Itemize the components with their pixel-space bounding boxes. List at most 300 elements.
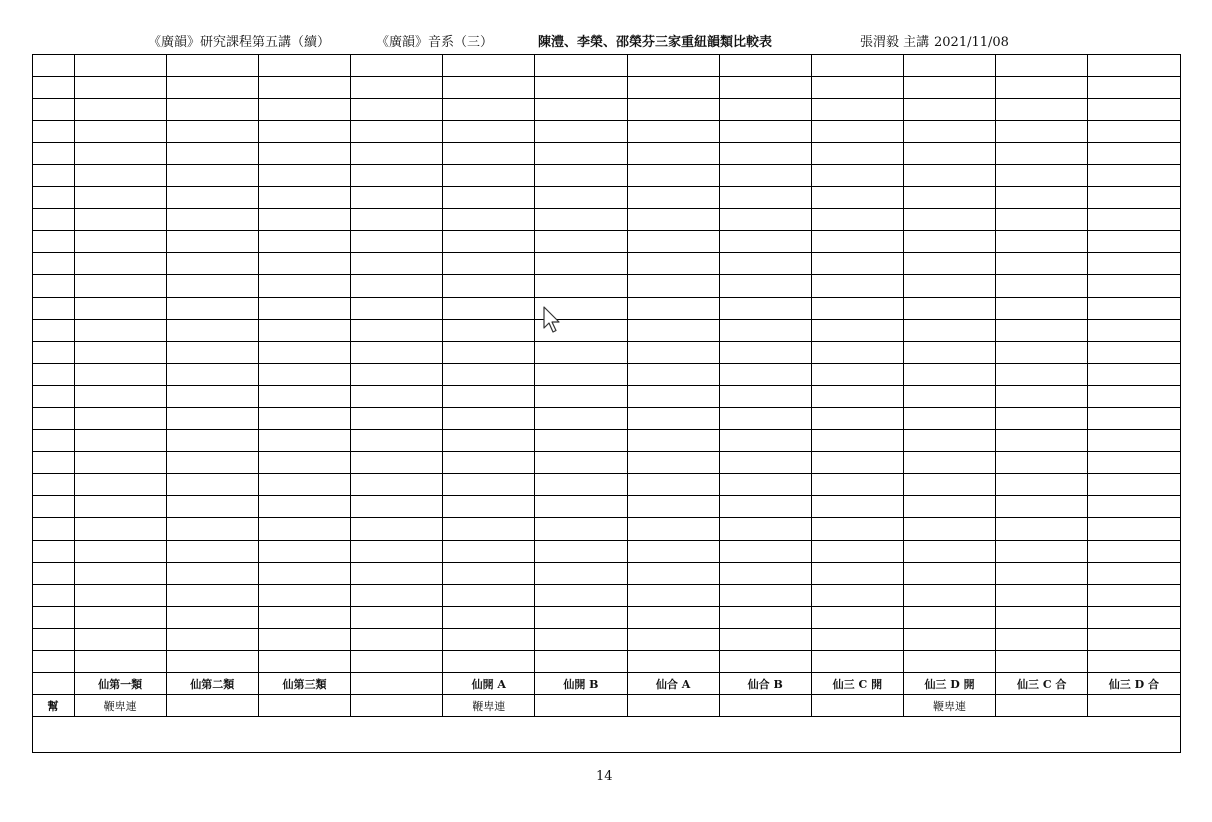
table-cell (811, 187, 903, 209)
table-cell (811, 430, 903, 452)
table-cell (903, 430, 995, 452)
table-cell (258, 120, 350, 142)
mouse-cursor-icon (543, 306, 561, 334)
table-cell (1088, 474, 1180, 496)
table-cell (74, 363, 166, 385)
rhyme-class-label: 仙合 B (719, 673, 811, 695)
table-cell (811, 496, 903, 518)
table-cell (443, 430, 535, 452)
table-cell (903, 54, 995, 76)
table-cell (627, 518, 719, 540)
rhyme-class-label-row (32, 673, 1180, 695)
table-cell (719, 54, 811, 76)
table-cell (1088, 430, 1180, 452)
table-row (32, 253, 1180, 275)
table-cell (351, 518, 443, 540)
table-cell (535, 430, 627, 452)
table-cell (1088, 385, 1180, 407)
table-cell (811, 540, 903, 562)
table-cell (32, 142, 74, 164)
table-cell (258, 187, 350, 209)
table-cell (1088, 651, 1180, 673)
table-cell (1088, 341, 1180, 363)
table-cell (74, 452, 166, 474)
table-cell (535, 385, 627, 407)
table-cell (74, 120, 166, 142)
table-cell (166, 584, 258, 606)
rhyme-class-label (32, 673, 74, 695)
table-cell (535, 562, 627, 584)
fanqie-cell: 鞭卑連 (74, 695, 166, 717)
table-cell (351, 275, 443, 297)
rhyme-class-label: 仙第三類 (258, 673, 350, 695)
table-cell (535, 651, 627, 673)
table-cell (627, 452, 719, 474)
rhyme-class-label: 仙三 C 合 (996, 673, 1088, 695)
table-cell (719, 187, 811, 209)
table-cell (535, 231, 627, 253)
table-cell (627, 606, 719, 628)
table-cell (1088, 98, 1180, 120)
table-cell (627, 540, 719, 562)
initial-label: 幫 (32, 695, 74, 717)
table-cell (32, 496, 74, 518)
table-cell (74, 385, 166, 407)
table-cell (351, 628, 443, 650)
table-cell (903, 209, 995, 231)
table-cell (719, 319, 811, 341)
table-cell (74, 275, 166, 297)
table-cell (535, 187, 627, 209)
table-cell (996, 518, 1088, 540)
table-row (32, 187, 1180, 209)
table-cell (811, 54, 903, 76)
table-cell (996, 430, 1088, 452)
table-cell (719, 518, 811, 540)
table-cell (74, 164, 166, 186)
table-cell (74, 628, 166, 650)
table-cell (535, 54, 627, 76)
table-cell (166, 628, 258, 650)
table-cell (1088, 606, 1180, 628)
table-cell (1088, 297, 1180, 319)
table-cell (166, 363, 258, 385)
table-cell (166, 385, 258, 407)
table-cell (811, 363, 903, 385)
table-cell (443, 496, 535, 518)
table-cell (443, 540, 535, 562)
table-cell (74, 518, 166, 540)
table-cell (74, 408, 166, 430)
table-cell (1088, 142, 1180, 164)
table-cell (996, 98, 1088, 120)
table-cell (627, 120, 719, 142)
table-cell (32, 430, 74, 452)
table-cell (443, 297, 535, 319)
table-cell (74, 98, 166, 120)
table-cell (996, 408, 1088, 430)
table-cell (1088, 496, 1180, 518)
table-cell (74, 142, 166, 164)
table-cell (719, 363, 811, 385)
table-cell (535, 518, 627, 540)
table-cell (535, 584, 627, 606)
table-cell (719, 275, 811, 297)
table-cell (811, 606, 903, 628)
table-cell (903, 142, 995, 164)
table-cell (719, 474, 811, 496)
table-cell (351, 408, 443, 430)
table-cell (811, 98, 903, 120)
rhyme-class-label: 仙三 D 開 (903, 673, 995, 695)
table-cell (258, 474, 350, 496)
table-cell (166, 341, 258, 363)
table-cell (903, 341, 995, 363)
table-cell (351, 319, 443, 341)
table-cell (719, 584, 811, 606)
table-cell (351, 452, 443, 474)
table-cell (166, 430, 258, 452)
table-cell (627, 341, 719, 363)
table-cell (351, 54, 443, 76)
table-cell (32, 651, 74, 673)
table-cell (166, 209, 258, 231)
table-cell (627, 584, 719, 606)
table-cell (719, 606, 811, 628)
table-cell (996, 474, 1088, 496)
fanqie-cell (535, 695, 627, 717)
table-cell (996, 584, 1088, 606)
table-row (32, 54, 1180, 76)
table-cell (32, 54, 74, 76)
table-cell (1088, 54, 1180, 76)
table-cell (258, 363, 350, 385)
table-row (32, 452, 1180, 474)
fanqie-cell (811, 695, 903, 717)
table-cell (32, 297, 74, 319)
table-cell (166, 496, 258, 518)
table-cell (627, 363, 719, 385)
table-cell (1088, 584, 1180, 606)
table-cell (996, 120, 1088, 142)
table-cell (1088, 319, 1180, 341)
table-cell (74, 231, 166, 253)
table-cell (719, 562, 811, 584)
table-cell (535, 363, 627, 385)
table-title: 陳澧、李榮、邵榮芬三家重紐韻類比較表 (538, 35, 773, 50)
table-cell (258, 651, 350, 673)
table-row (32, 606, 1180, 628)
table-cell (627, 209, 719, 231)
table-cell (811, 297, 903, 319)
table-cell (1088, 452, 1180, 474)
table-cell (258, 430, 350, 452)
table-cell (166, 253, 258, 275)
table-cell (627, 231, 719, 253)
table-cell (32, 76, 74, 98)
table-cell (627, 54, 719, 76)
table-cell (166, 651, 258, 673)
table-cell (1088, 187, 1180, 209)
table-cell (443, 408, 535, 430)
table-cell (443, 142, 535, 164)
table-cell (903, 496, 995, 518)
table-cell (627, 628, 719, 650)
table-cell (351, 209, 443, 231)
table-cell (258, 231, 350, 253)
table-cell (903, 606, 995, 628)
table-cell (74, 253, 166, 275)
table-cell (166, 518, 258, 540)
table-cell (996, 54, 1088, 76)
table-cell (32, 209, 74, 231)
table-cell (32, 319, 74, 341)
table-cell (719, 164, 811, 186)
table-cell (32, 231, 74, 253)
fanqie-cell (1088, 695, 1180, 717)
table-cell (811, 120, 903, 142)
table-cell (996, 562, 1088, 584)
table-cell (996, 209, 1088, 231)
table-cell (996, 164, 1088, 186)
table-cell (351, 341, 443, 363)
table-cell (443, 98, 535, 120)
table-cell (535, 120, 627, 142)
table-cell (903, 76, 995, 98)
table-cell (166, 98, 258, 120)
table-cell (443, 164, 535, 186)
table-row (32, 209, 1180, 231)
table-cell (258, 408, 350, 430)
fanqie-cell (351, 695, 443, 717)
table-cell (443, 385, 535, 407)
table-cell (811, 275, 903, 297)
table-cell (166, 120, 258, 142)
table-row (32, 319, 1180, 341)
table-row (32, 628, 1180, 650)
table-cell (443, 187, 535, 209)
table-cell (443, 275, 535, 297)
table-cell (351, 142, 443, 164)
table-cell (903, 562, 995, 584)
table-cell (32, 606, 74, 628)
table-cell (258, 518, 350, 540)
table-cell (903, 385, 995, 407)
table-cell (903, 319, 995, 341)
table-cell (32, 275, 74, 297)
table-cell (443, 231, 535, 253)
table-row (32, 164, 1180, 186)
table-cell (627, 76, 719, 98)
table-cell (74, 496, 166, 518)
table-cell (1088, 628, 1180, 650)
table-cell (996, 76, 1088, 98)
table-cell (258, 275, 350, 297)
table-cell (351, 540, 443, 562)
table-cell (535, 275, 627, 297)
table-row (32, 120, 1180, 142)
table-cell (535, 164, 627, 186)
table-cell (258, 297, 350, 319)
table-row (32, 142, 1180, 164)
table-cell (351, 651, 443, 673)
table-cell (535, 474, 627, 496)
table-cell (32, 628, 74, 650)
table-cell (903, 253, 995, 275)
table-cell (1088, 363, 1180, 385)
table-row (32, 341, 1180, 363)
rhyme-class-label: 仙第二類 (166, 673, 258, 695)
table-cell (351, 187, 443, 209)
table-cell (166, 452, 258, 474)
table-cell (258, 253, 350, 275)
table-cell (627, 385, 719, 407)
table-cell (811, 584, 903, 606)
table-cell (811, 341, 903, 363)
table-cell (443, 76, 535, 98)
table-cell (74, 540, 166, 562)
table-cell (996, 187, 1088, 209)
table-cell (535, 253, 627, 275)
table-cell (903, 540, 995, 562)
table-cell (996, 452, 1088, 474)
table-cell (903, 120, 995, 142)
table-cell (627, 319, 719, 341)
table-cell (74, 209, 166, 231)
table-cell (903, 408, 995, 430)
table-cell (258, 540, 350, 562)
table-cell (719, 142, 811, 164)
lecture-date: 2021/11/08 (934, 35, 1009, 50)
table-cell (996, 297, 1088, 319)
table-cell (903, 164, 995, 186)
table-cell (74, 54, 166, 76)
table-cell (811, 385, 903, 407)
table-cell (351, 606, 443, 628)
table-cell (811, 474, 903, 496)
table-cell (719, 209, 811, 231)
table-cell (258, 628, 350, 650)
table-cell (166, 474, 258, 496)
table-row (32, 540, 1180, 562)
table-cell (443, 606, 535, 628)
rhyme-class-label: 仙第一類 (74, 673, 166, 695)
table-cell (535, 209, 627, 231)
table-cell (258, 164, 350, 186)
table-cell (258, 606, 350, 628)
table-cell (903, 651, 995, 673)
table-cell (443, 584, 535, 606)
lecturer: 張渭毅 主講 (860, 35, 930, 50)
table-cell (443, 209, 535, 231)
table-cell (996, 540, 1088, 562)
table-cell (166, 76, 258, 98)
table-cell (535, 540, 627, 562)
table-cell (1088, 76, 1180, 98)
table-cell (811, 452, 903, 474)
table-cell (627, 474, 719, 496)
table-row (32, 98, 1180, 120)
table-cell (903, 363, 995, 385)
table-cell (719, 297, 811, 319)
table-cell (32, 584, 74, 606)
table-cell (719, 408, 811, 430)
table-row (32, 496, 1180, 518)
table-cell (1088, 518, 1180, 540)
comparison-table (32, 54, 1181, 753)
fanqie-cell (719, 695, 811, 717)
table-cell (719, 231, 811, 253)
table-cell (719, 430, 811, 452)
table-cell (903, 297, 995, 319)
table-cell (166, 142, 258, 164)
table-cell (627, 142, 719, 164)
table-cell (903, 584, 995, 606)
table-cell (351, 76, 443, 98)
table-cell (74, 606, 166, 628)
table-cell (1088, 562, 1180, 584)
table-cell (903, 98, 995, 120)
table-cell (258, 209, 350, 231)
table-cell (166, 606, 258, 628)
table-cell (1088, 164, 1180, 186)
table-cell (166, 408, 258, 430)
table-cell (32, 518, 74, 540)
table-cell (811, 142, 903, 164)
table-row (32, 430, 1180, 452)
table-cell (996, 606, 1088, 628)
table-row (32, 651, 1180, 673)
table-cell (535, 606, 627, 628)
table-cell (627, 98, 719, 120)
table-cell (258, 562, 350, 584)
table-cell (443, 628, 535, 650)
table-cell (627, 164, 719, 186)
table-cell (166, 562, 258, 584)
table-cell (443, 319, 535, 341)
table-row (32, 518, 1180, 540)
table-cell (811, 518, 903, 540)
table-cell (32, 385, 74, 407)
table-cell (443, 120, 535, 142)
table-cell (627, 496, 719, 518)
table-cell (443, 518, 535, 540)
table-cell (74, 76, 166, 98)
table-cell (32, 562, 74, 584)
table-cell (258, 496, 350, 518)
table-cell (166, 540, 258, 562)
table-cell (74, 651, 166, 673)
table-cell (166, 54, 258, 76)
rhyme-class-label: 仙三 D 合 (1088, 673, 1180, 695)
rhyme-class-label: 仙三 C 開 (811, 673, 903, 695)
page-header (0, 36, 1212, 56)
table-cell (811, 231, 903, 253)
rhyme-class-label (351, 673, 443, 695)
table-cell (1088, 253, 1180, 275)
table-cell (996, 628, 1088, 650)
table-cell (719, 98, 811, 120)
table-cell (535, 98, 627, 120)
table-cell (32, 363, 74, 385)
table-cell (903, 518, 995, 540)
table-cell (627, 651, 719, 673)
table-cell (1088, 540, 1180, 562)
table-cell (32, 120, 74, 142)
table-cell (74, 341, 166, 363)
table-row (32, 562, 1180, 584)
table-cell (811, 209, 903, 231)
